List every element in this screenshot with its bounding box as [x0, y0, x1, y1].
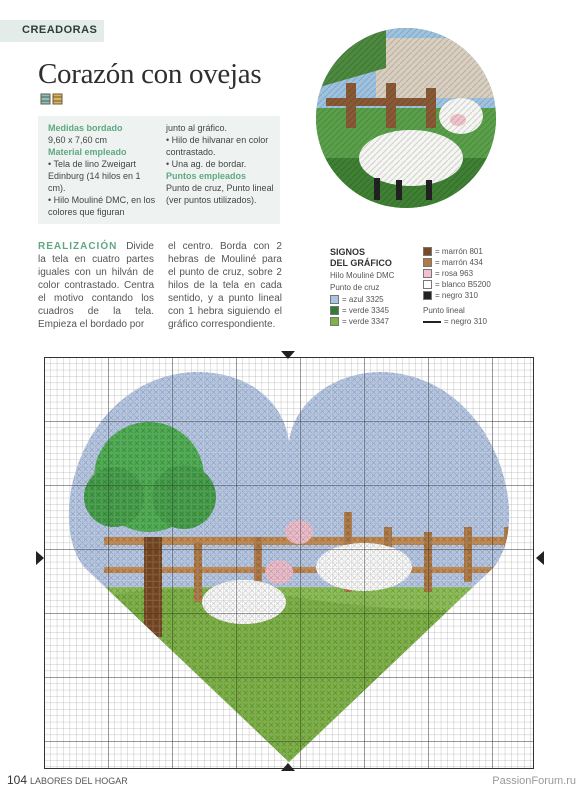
center-arrow-left-icon	[36, 551, 44, 565]
watermark: PassionForum.ru	[492, 775, 576, 787]
legend-item	[423, 247, 483, 257]
color-swatch-icon	[330, 306, 339, 315]
color-swatch-icon	[423, 269, 432, 278]
heading-material: Material empleado	[48, 147, 127, 157]
instructions-col1	[38, 240, 154, 331]
legend-line-item	[423, 317, 487, 327]
black-line-swatch-icon	[423, 321, 441, 323]
legend-label: = rosa 963	[435, 269, 474, 278]
heading-size: Medidas bordado	[48, 123, 123, 133]
stitches-text: Punto de cruz, Punto lineal (ver puntos utilizados).	[166, 183, 274, 205]
color-swatch-icon	[423, 291, 432, 300]
sheep-embroidery-closeup	[316, 28, 496, 208]
color-swatch-icon	[423, 280, 432, 289]
page-number: 104	[7, 773, 28, 787]
instructions-lead: REALIZACIÓN	[38, 241, 118, 252]
legend-item	[423, 291, 478, 301]
color-swatch-icon	[423, 247, 432, 256]
center-arrow-bottom-icon	[281, 763, 295, 771]
embroidery-photo	[316, 28, 496, 208]
color-swatch-icon	[330, 317, 339, 326]
legend-item	[330, 317, 389, 327]
info-column-right	[166, 122, 278, 206]
magazine-name: LABORES DEL HOGAR	[30, 776, 128, 786]
size-value: 9,60 x 7,60 cm	[48, 135, 108, 145]
section-tab	[0, 20, 104, 42]
legend-item	[330, 295, 384, 305]
footer	[7, 773, 128, 787]
legend-label: = negro 310	[435, 291, 478, 300]
legend-title-line: SIGNOS	[330, 247, 366, 257]
legend-title	[330, 247, 392, 269]
color-swatch-icon	[330, 295, 339, 304]
material-item: junto al gráfico.	[166, 123, 228, 133]
legend-item	[423, 280, 491, 290]
legend-item	[423, 258, 483, 268]
legend-item	[330, 306, 389, 316]
legend-sub: Punto de cruz	[330, 283, 380, 292]
instructions-text: Divide la tela en cuatro partes iguales con un hilván de color contrastado. Centra el motivo contando los cuadros de la tela. Empieza el bordado por	[38, 241, 154, 330]
material-item: • Una ag. de bordar.	[166, 159, 247, 169]
legend-line-label: = negro 310	[444, 317, 487, 326]
thread-spools-icon	[40, 93, 64, 105]
center-arrow-top-icon	[281, 351, 295, 359]
legend-item	[423, 269, 473, 279]
legend-label: = azul 3325	[342, 295, 384, 304]
heading-stitches: Puntos empleados	[166, 171, 247, 181]
legend-label: = marrón 801	[435, 247, 483, 256]
color-swatch-icon	[423, 258, 432, 267]
center-arrow-right-icon	[536, 551, 544, 565]
legend-line-title: Punto lineal	[423, 306, 465, 315]
page-title: Corazón con ovejas	[38, 58, 262, 90]
legend-label: = verde 3347	[342, 317, 389, 326]
material-item: • Hilo de hilvanar en color contrastado.	[166, 135, 269, 157]
info-column-left	[48, 122, 160, 218]
cross-stitch-chart	[44, 357, 534, 769]
legend-label: = marrón 434	[435, 258, 483, 267]
legend-label: = verde 3345	[342, 306, 389, 315]
section-tab-label: CREADORAS	[22, 24, 98, 36]
legend-sub: Hilo Mouliné DMC	[330, 271, 395, 280]
material-item: • Tela de lino Zweigart Edinburg (14 hilos en 1 cm).	[48, 159, 141, 193]
instructions-col2: el centro. Borda con 2 hebras de Mouliné para el punto de cruz, sobre 2 hilos de la tela en cada sentido, y a punto lineal con 1 hebra siguiendo el gráfico correspondiente.	[168, 241, 282, 330]
legend-title-line: DEL GRÁFICO	[330, 258, 392, 268]
legend-label: = blanco B5200	[435, 280, 491, 289]
material-item: • Hilo Mouliné DMC, en los colores que figuran	[48, 195, 156, 217]
